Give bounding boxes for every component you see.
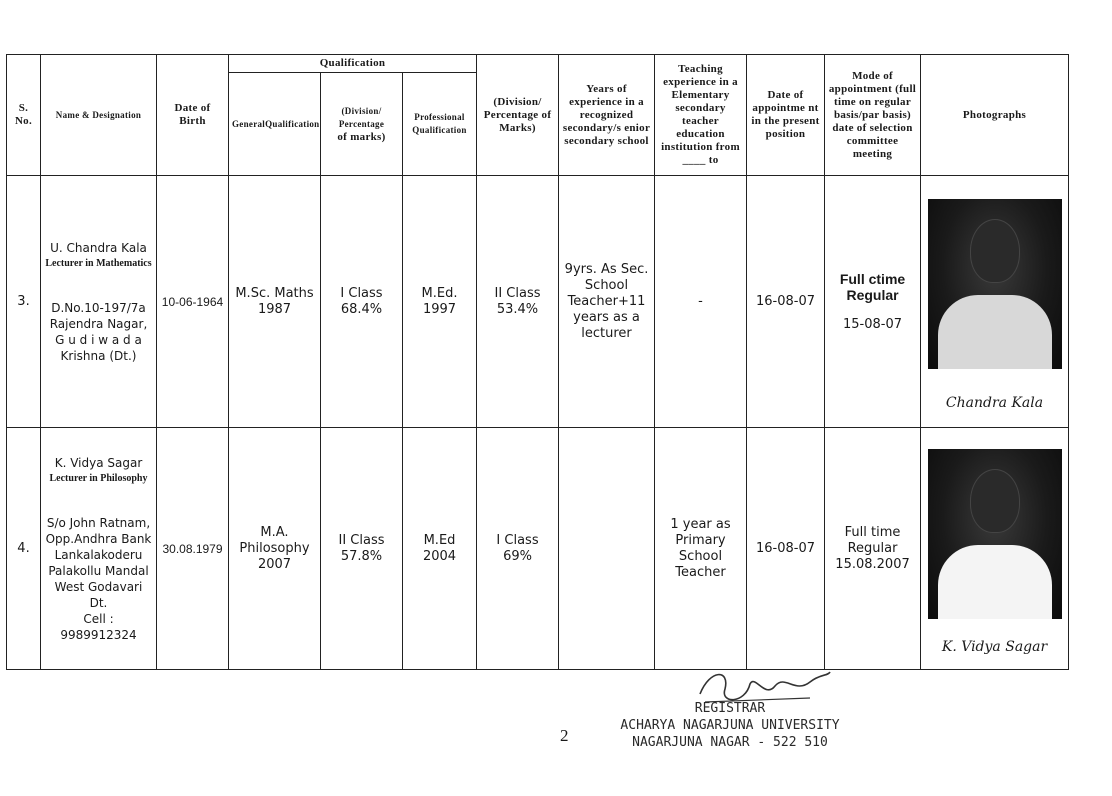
row-address-line: Palakollu Mandal [48, 563, 149, 578]
row-name: K. Vidya Sagar [54, 455, 143, 470]
header-division-small [321, 73, 403, 176]
header-qualification: Qualification [229, 55, 477, 73]
stamp-line: ACHARYA NAGARJUNA UNIVERSITY [620, 718, 840, 733]
row-sno: 4. [7, 428, 41, 670]
row-designation: Lecturer in Philosophy [49, 472, 148, 484]
header-sno: S. No. [7, 55, 41, 176]
row-dob: 30.08.1979 [157, 428, 229, 670]
photo-head [970, 469, 1020, 533]
row-mode: Full ctime Regular [839, 270, 906, 303]
row-years [559, 428, 655, 670]
row-name: U. Chandra Kala [50, 240, 147, 255]
row-dob: 10-06-1964 [157, 176, 229, 428]
staff-table [6, 54, 1069, 670]
row-professional: M.Ed. 1997 [403, 176, 477, 428]
row-address-line: D.No.10-197/7a [51, 300, 146, 315]
row-address-line: G u d i w a d a [55, 332, 142, 347]
row-date-appt: 16-08-07 [747, 176, 825, 428]
row-address-line: Krishna (Dt.) [60, 348, 137, 363]
row-division2: II Class 53.4% [477, 176, 559, 428]
table-row [7, 176, 1069, 428]
row-address-line: Opp.Andhra Bank [45, 531, 152, 546]
header-photos: Photographs [921, 55, 1069, 176]
header-dob: Date of Birth [157, 55, 229, 176]
header-date-appt: Date of appointme nt in the present position [747, 55, 825, 176]
row-address-line: West Godavari Dt. [54, 579, 143, 610]
row-sno: 3. [7, 176, 41, 428]
row-address-line: Lankalakoderu [54, 547, 143, 562]
person-photo [928, 449, 1062, 619]
header-years-exp: Years of experience in a recognized secondary/s enior secondary school [559, 55, 655, 176]
header-division-pct: (Division/ Percentage of Marks) [477, 55, 559, 176]
header-teaching-exp: Teaching experience in a Elementary secondary teacher education institution from ____ to [655, 55, 747, 176]
person-photo [928, 199, 1062, 369]
row-teaching: 1 year as Primary School Teacher [655, 428, 747, 670]
row-mode-date: 15-08-07 [843, 316, 903, 332]
row-division2: I Class 69% [477, 428, 559, 670]
header-mode: Mode of appointment (full time on regular basis/par basis) date of selection committee meeting [825, 55, 921, 176]
stamp-line: REGISTRAR [694, 701, 766, 716]
photo-head [970, 219, 1020, 283]
row-mode-cell [825, 428, 921, 670]
photo-cell [921, 176, 1069, 428]
handwritten-signature: K. Vidya Sagar [941, 638, 1048, 655]
handwritten-signature: Chandra Kala [945, 394, 1044, 411]
row-general: M.A. Philosophy 2007 [229, 428, 321, 670]
header-professional: Professional Qualification [403, 73, 477, 176]
photo-cell [921, 428, 1069, 670]
row-date-appt: 16-08-07 [747, 428, 825, 670]
row-mode-cell [825, 176, 921, 428]
row-general: M.Sc. Maths 1987 [229, 176, 321, 428]
row-division1: I Class 68.4% [321, 176, 403, 428]
row-professional: M.Ed 2004 [403, 428, 477, 670]
row-address-line: S/o John Ratnam, [46, 515, 151, 530]
row-teaching: - [655, 176, 747, 428]
photo-body [938, 295, 1052, 369]
row-address-line: Rajendra Nagar, [49, 316, 148, 331]
row-address-line: Cell : 9989912324 [60, 611, 137, 642]
row-name-cell [41, 428, 157, 670]
header-general: GeneralQualification [229, 73, 321, 176]
header-division-small-label: (Division/ Percentage [338, 105, 385, 129]
row-designation: Lecturer in Mathematics [45, 257, 152, 269]
page-number: 2 [560, 726, 569, 745]
row-years: 9yrs. As Sec. School Teacher+11 years as a lecturer [559, 176, 655, 428]
row-mode: Full time Regular 15.08.2007 [835, 524, 910, 572]
header-of-marks: of marks) [337, 130, 386, 143]
registrar-stamp [600, 700, 860, 751]
row-name-cell [41, 176, 157, 428]
stamp-line: NAGARJUNA NAGAR - 522 510 [632, 735, 828, 750]
photo-body [938, 545, 1052, 619]
row-division1: II Class 57.8% [321, 428, 403, 670]
header-name: Name & Designation [41, 55, 157, 176]
table-row [7, 428, 1069, 670]
